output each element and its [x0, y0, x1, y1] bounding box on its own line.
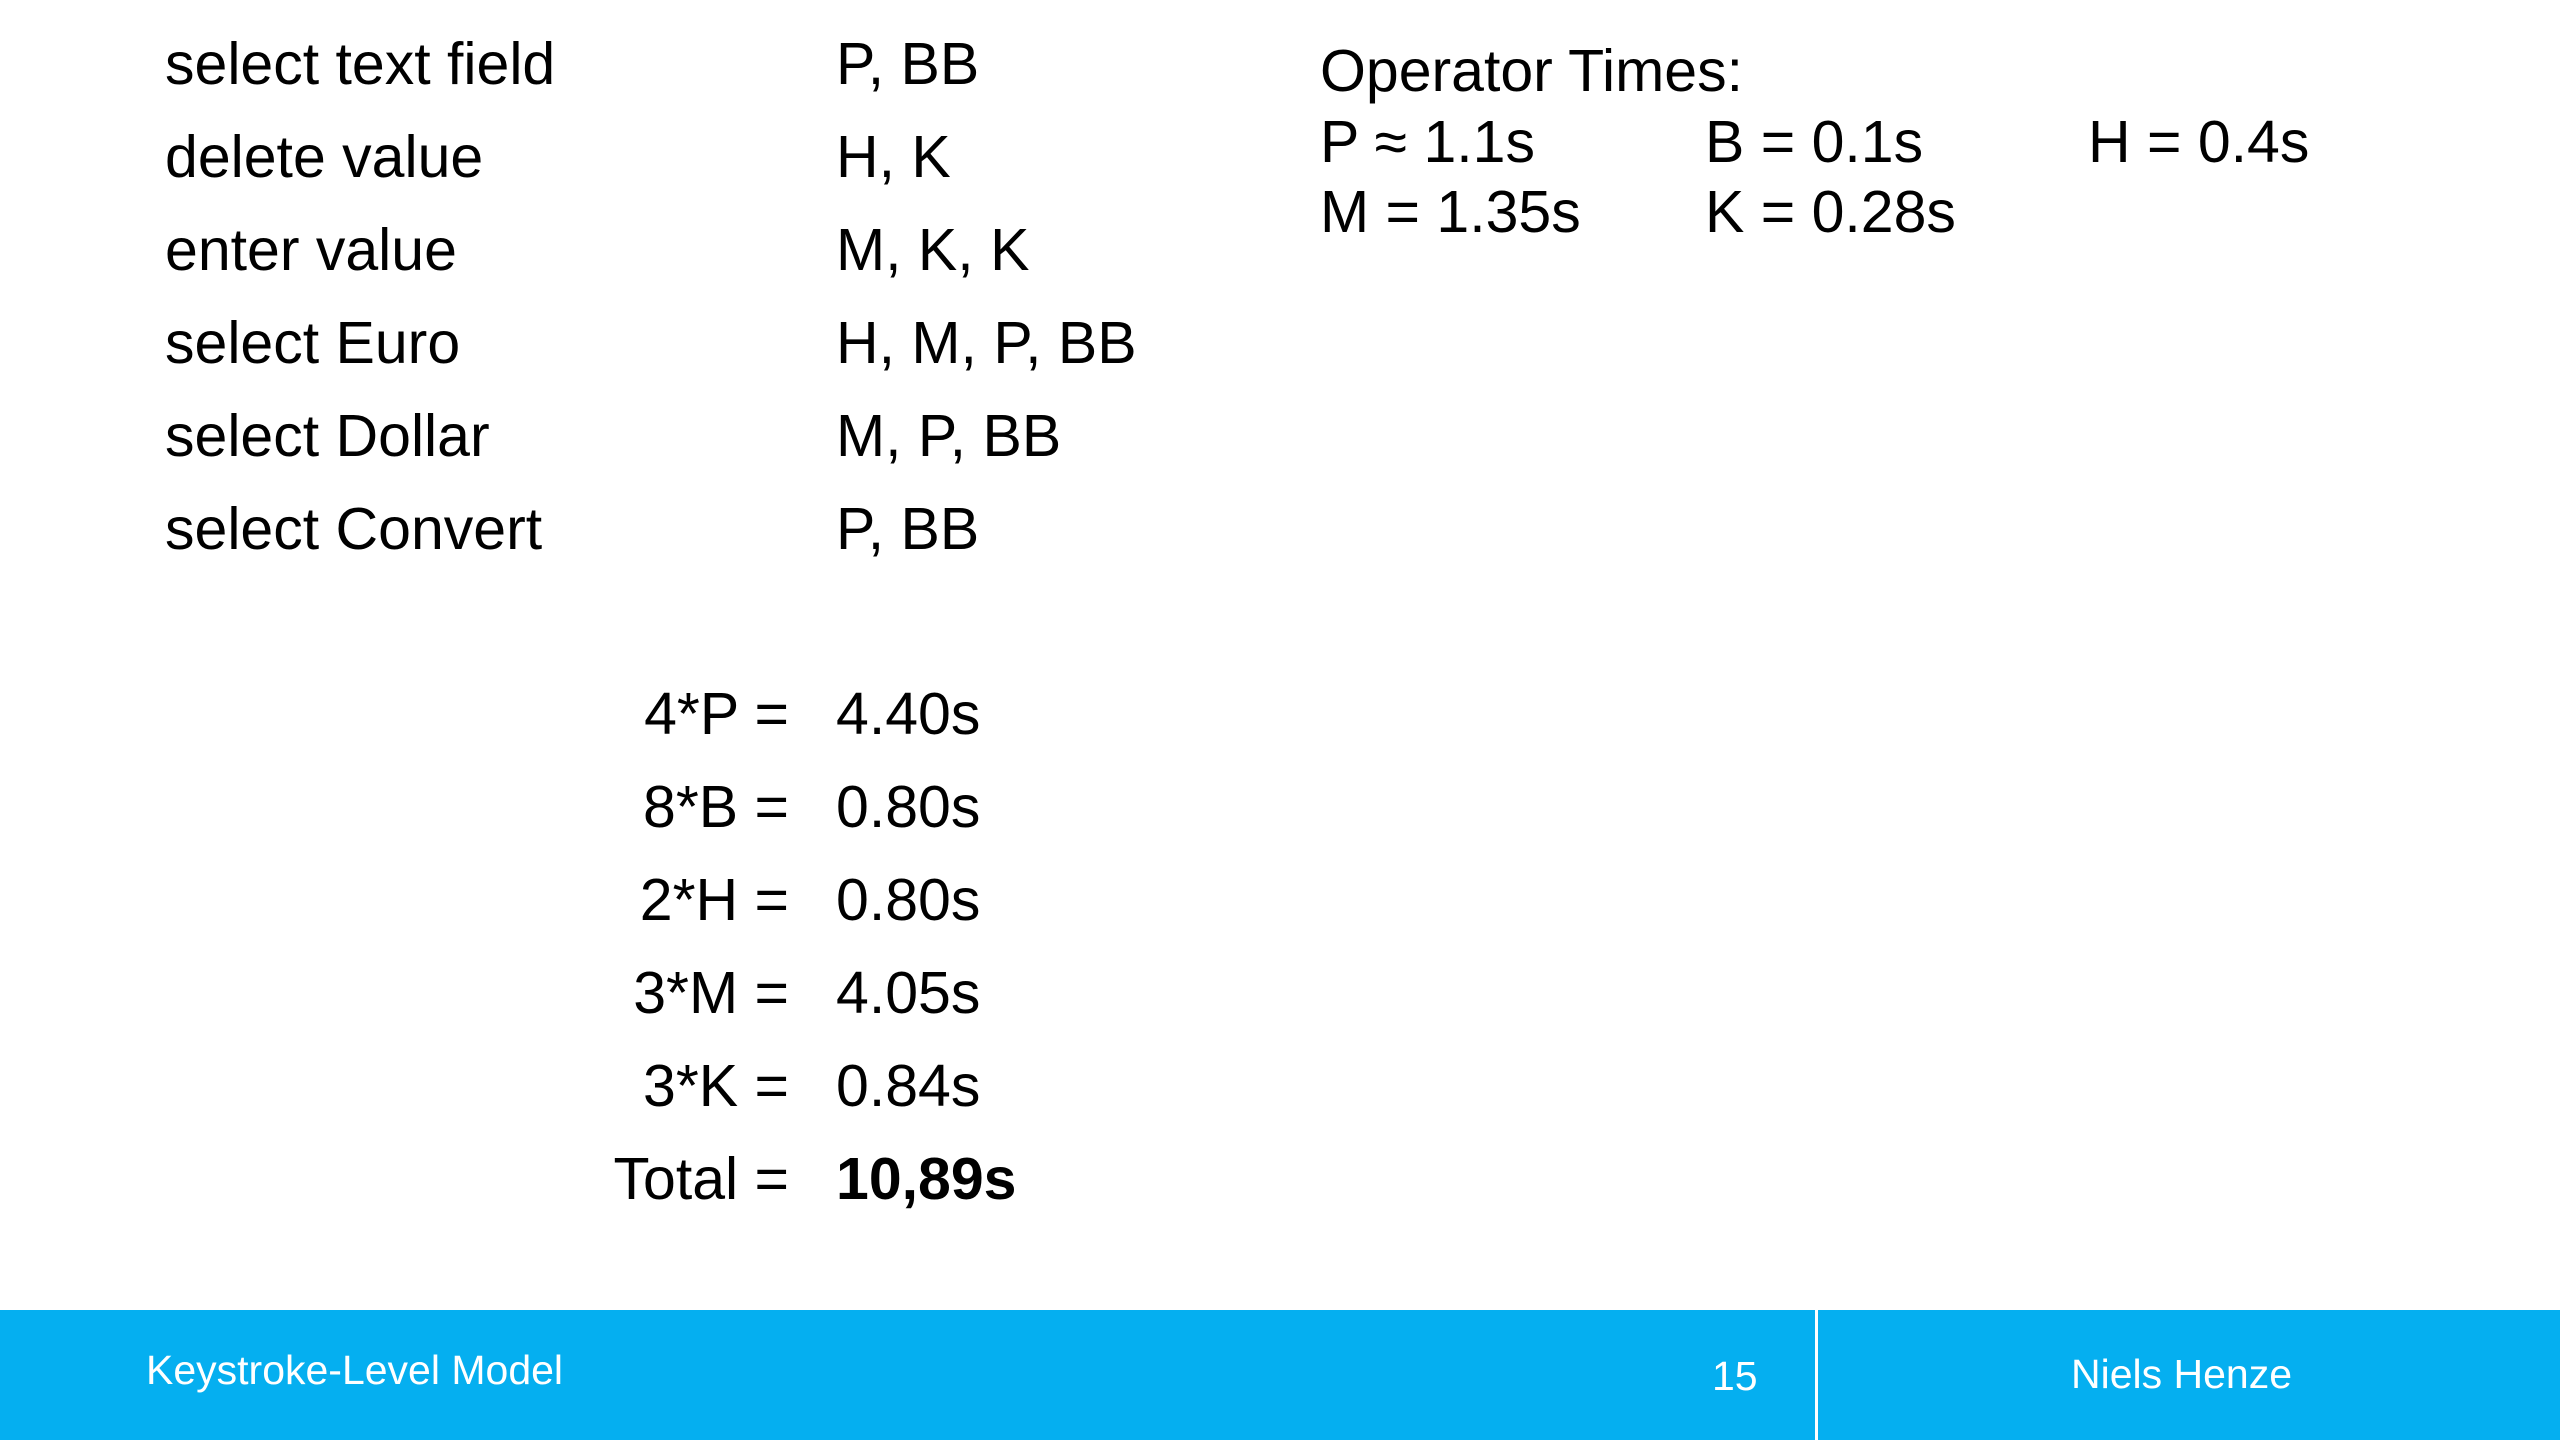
step-action: select text field — [165, 31, 556, 97]
step-operators: H, K — [836, 124, 951, 190]
calc-label: 8*B = — [643, 774, 789, 840]
calc-label: 2*H = — [639, 867, 789, 933]
step-operators: P, BB — [836, 496, 980, 562]
operator-time-h: H = 0.4s — [2088, 109, 2310, 175]
calc-value: 0.80s — [836, 774, 981, 840]
operator-time-k: K = 0.28s — [1705, 179, 1956, 245]
step-operators: P, BB — [836, 31, 980, 97]
calc-value: 0.84s — [836, 1053, 981, 1119]
step-action: enter value — [165, 217, 457, 283]
step-action: select Euro — [165, 310, 461, 376]
operator-time-p: P ≈ 1.1s — [1320, 109, 1535, 175]
calc-label: 4*P = — [644, 681, 789, 747]
calc-value: 0.80s — [836, 867, 981, 933]
step-operators: M, K, K — [836, 217, 1030, 283]
calc-label: 3*K = — [643, 1053, 789, 1119]
step-action: select Dollar — [165, 403, 490, 469]
operator-times-title: Operator Times: — [1320, 38, 1743, 104]
step-action: delete value — [165, 124, 484, 190]
total-label: Total = — [613, 1146, 789, 1212]
calc-value: 4.05s — [836, 960, 981, 1026]
calc-label: 3*M = — [633, 960, 789, 1026]
step-operators: H, M, P, BB — [836, 310, 1137, 376]
footer-bar — [0, 1310, 2560, 1440]
step-operators: M, P, BB — [836, 403, 1062, 469]
footer-author: Niels Henze — [2071, 1351, 2293, 1397]
footer-title: Keystroke-Level Model — [146, 1347, 564, 1393]
calc-value: 4.40s — [836, 681, 981, 747]
step-action: select Convert — [165, 496, 543, 562]
page-number: 15 — [1712, 1353, 1758, 1399]
total-value: 10,89s — [836, 1146, 1017, 1212]
footer-divider — [1815, 1310, 1818, 1440]
operator-time-b: B = 0.1s — [1705, 109, 1924, 175]
operator-time-m: M = 1.35s — [1320, 179, 1581, 245]
